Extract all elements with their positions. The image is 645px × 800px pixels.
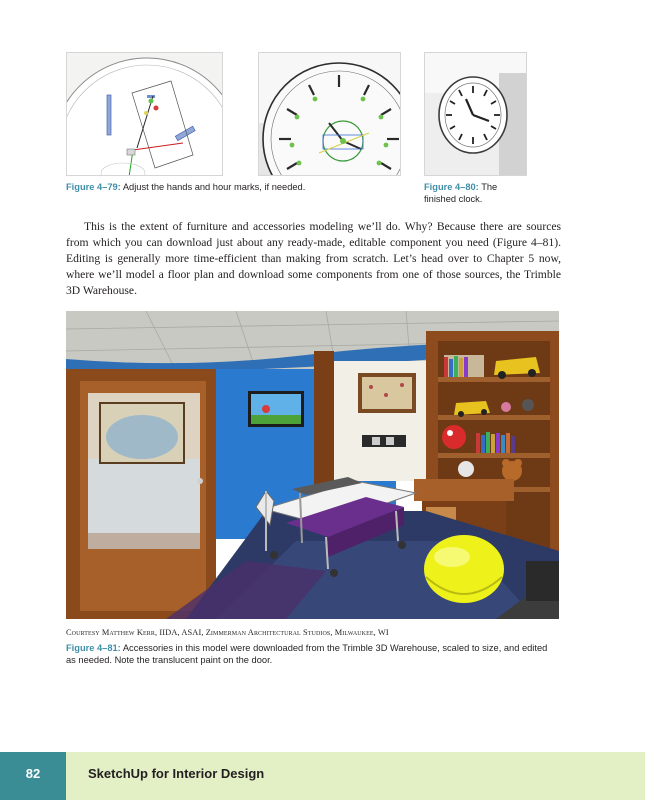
figure-4-81-image — [66, 311, 559, 619]
figure-label: Figure 4–79: — [66, 182, 121, 192]
clock-edit-hands-illustration — [67, 53, 223, 176]
figure-4-81-caption — [66, 642, 556, 666]
figure-label: Figure 4–80: — [424, 182, 479, 192]
body-paragraph: This is the extent of furniture and accessories modeling we’ll do. Why? Because there are sources from which you can download just about any ready-made, editable component you need (Figure 4–81). Editing is generally more time-efficient than making from scratch. Let’s head over to Chapter 5 now, where we’ll model a floor plan and download some components from one of those sources, the Trimble 3D Warehouse. — [66, 220, 561, 297]
figure-4-80-caption — [424, 181, 534, 205]
caption-text: Adjust the hands and hour marks, if needed. — [122, 182, 306, 192]
figure-4-79-image-right — [258, 52, 401, 176]
page-number: 82 — [0, 752, 66, 800]
page-footer — [0, 752, 645, 800]
caption-text: finished clock. — [424, 194, 483, 204]
caption-text: Accessories in this model were downloaded from the Trimble 3D Warehouse, scaled to size, and edited as needed. Note the translucent paint on the door. — [66, 643, 548, 665]
figure-4-79-caption — [66, 181, 396, 193]
clock-hour-marks-illustration — [259, 53, 401, 176]
figure-4-79-image-left — [66, 52, 223, 176]
finished-clock-illustration — [425, 53, 527, 176]
book-title: SketchUp for Interior Design — [88, 766, 265, 781]
figure-4-81-credit: Courtesy Matthew Kerr, IIDA, ASAI, Zimmerman Architectural Studios, Milwaukee, WI — [66, 628, 389, 637]
caption-text: The — [481, 182, 498, 192]
figure-4-80-image — [424, 52, 527, 176]
figure-label: Figure 4–81: — [66, 643, 121, 653]
hospital-room-render — [66, 311, 559, 619]
